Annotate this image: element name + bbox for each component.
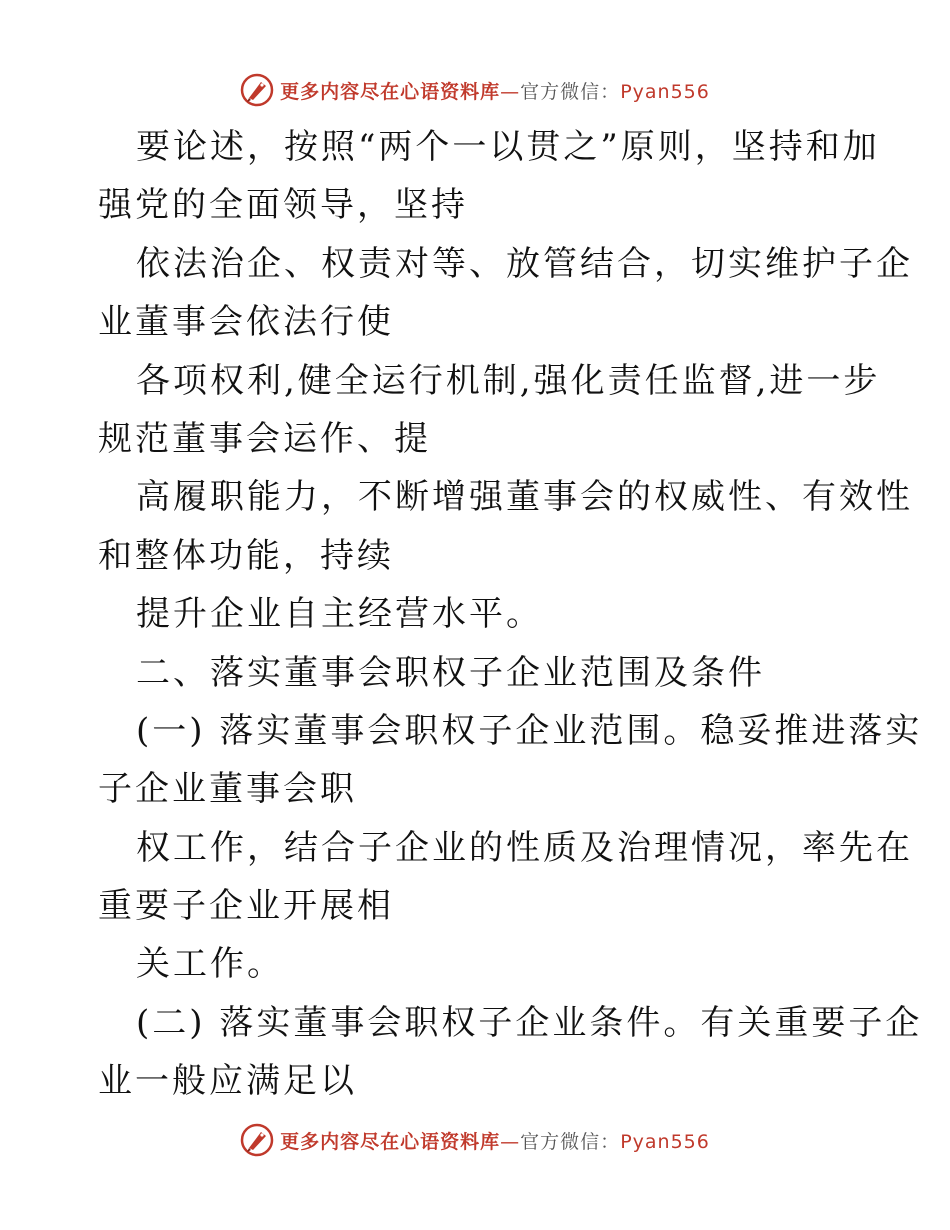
body-line: 业董事会依法行使 [98, 302, 394, 343]
body-line: 强党的全面领导，坚持 [98, 185, 468, 226]
watermark-wechat-id: Pyan556 [620, 1130, 710, 1153]
watermark-label: 官方微信： [520, 1130, 621, 1153]
pen-nib-logo-icon [240, 73, 274, 107]
watermark-site: 更多内容尽在心语资料库 [280, 80, 501, 103]
body-line: 提升企业自主经营水平。 [136, 594, 543, 635]
body-line: 权工作，结合子企业的性质及治理情况，率先在 [136, 827, 913, 868]
pen-nib-logo-icon [240, 1123, 274, 1157]
watermark-wechat-id: Pyan556 [620, 80, 710, 103]
body-line: 高履职能力，不断增强董事会的权威性、有效性 [136, 477, 913, 518]
body-line: 要论述，按照“两个一以贯之”原则，坚持和加 [136, 127, 880, 167]
body-line: 各项权利,健全运行机制,强化责任监督,进一步 [136, 360, 881, 401]
watermark-banner-top [0, 70, 950, 110]
body-line: (一) 落实董事会职权子企业范围。稳妥推进落实 [136, 710, 923, 751]
watermark-text [280, 77, 710, 104]
document-body [98, 118, 923, 1111]
watermark-label: 官方微信： [520, 80, 621, 103]
body-line: 关工作。 [136, 944, 284, 985]
body-line: 重要子企业开展相 [98, 886, 394, 927]
watermark-dash: — [500, 1130, 521, 1153]
body-line: 依法治企、权责对等、放管结合，切实维护子企 [136, 243, 913, 284]
body-line: 和整体功能，持续 [98, 535, 394, 576]
body-line: 子企业董事会职 [98, 769, 357, 810]
section-heading: 二、落实董事会职权子企业范围及条件 [136, 652, 765, 693]
watermark-site: 更多内容尽在心语资料库 [280, 1130, 501, 1153]
watermark-text [280, 1127, 710, 1154]
body-line: 业一般应满足以 [98, 1061, 357, 1102]
watermark-banner-bottom [0, 1120, 950, 1160]
watermark-dash: — [500, 80, 521, 103]
body-line: 规范董事会运作、提 [98, 418, 431, 459]
body-line: (二) 落实董事会职权子企业条件。有关重要子企 [136, 1002, 923, 1043]
